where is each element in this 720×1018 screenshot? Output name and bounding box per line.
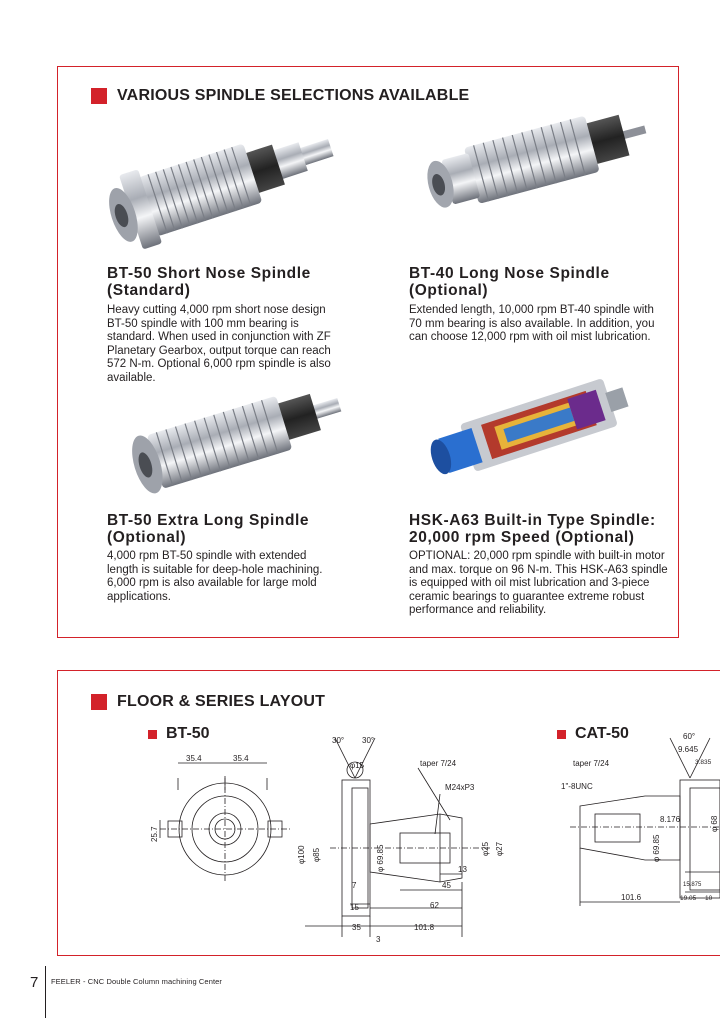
label-m24: M24xP3 <box>445 783 475 792</box>
dim-10: 10 <box>705 895 713 902</box>
hsk-a63-built-in-spindle-image <box>425 368 635 493</box>
spindle-title-bt50-extra-long: BT-50 Extra Long Spindle (Optional) <box>107 512 310 546</box>
dim-15-875: 15.875 <box>683 882 702 888</box>
dim-9-645: 9.645 <box>678 745 699 754</box>
dim-25-7: 25.7 <box>150 826 159 842</box>
spindle-desc-bt50-short: Heavy cutting 4,000 rpm short nose design BT-50 spindle with 100 mm bearing is standard. When used in conjunction with ZF Planetary Gearbox, output torque can reach 572 N-m. Optional 6,000 rpm spindle is also available. <box>107 304 331 384</box>
dim-phi25: φ25 <box>481 841 490 856</box>
section-heading-text: FLOOR & SERIES LAYOUT <box>117 693 326 710</box>
section-heading-text: VARIOUS SPINDLE SELECTIONS AVAILABLE <box>117 87 470 104</box>
dim-101-6: 101.6 <box>621 893 642 902</box>
footer-divider <box>45 966 46 1018</box>
bt50-extra-long-spindle-image <box>122 378 347 503</box>
dim-35-4-left: 35.4 <box>186 754 202 763</box>
page-number: 7 <box>30 974 39 991</box>
section-heading-spindles <box>91 87 469 105</box>
red-square-icon <box>91 88 107 104</box>
dim-35: 35 <box>352 923 361 932</box>
bt50-front-view-drawing <box>150 750 300 890</box>
spindle-title-hsk-a63: HSK-A63 Built-in Type Spindle: 20,000 rpm Speed (Optional) <box>409 512 656 546</box>
bt50-short-nose-spindle-image <box>105 118 340 253</box>
red-square-icon <box>148 730 157 739</box>
dim-15: 15 <box>350 903 359 912</box>
footer-text: FEELER - CNC Double Column machining Center <box>51 977 223 986</box>
dim-phi69-85: φ 69.85 <box>376 844 385 872</box>
red-square-icon <box>91 694 107 710</box>
dim-phi100: φ100 <box>297 845 306 864</box>
bt50-label: BT-50 <box>166 725 210 742</box>
cat50-label: CAT-50 <box>575 725 629 742</box>
dim-101-8: 101.8 <box>414 923 435 932</box>
bt50-side-view-drawing <box>290 732 520 950</box>
dim-7: 7 <box>352 881 357 890</box>
angle-60: 60° <box>683 732 696 741</box>
dim-62: 62 <box>430 901 439 910</box>
dim-35-4-right: 35.4 <box>233 754 249 763</box>
spindle-desc-hsk-a63: OPTIONAL: 20,000 rpm spindle with built-in motor and max. torque on 96 N-m. This HSK-A63 spindle is equipped with oil mist lubrication and 3-piece ceramic bearings to guarantee extreme robust performance and reliability. <box>409 550 668 617</box>
dim-13: 13 <box>458 865 467 874</box>
bt50-subheading <box>148 725 210 743</box>
label-taper: taper 7/24 <box>420 759 457 768</box>
dim-phi27: φ27 <box>495 841 504 856</box>
dim-phi68: φ 68 <box>710 815 719 832</box>
dim-phi15: φ15 <box>350 761 365 770</box>
spindle-title-bt50-short: BT-50 Short Nose Spindle (Standard) <box>107 265 311 299</box>
spindle-desc-bt40-long: Extended length, 10,000 rpm BT-40 spindle with 70 mm bearing is also available. In addition, you can choose 12,000 rpm with oil mist lubrication. <box>409 304 655 344</box>
section-heading-layout <box>91 693 325 711</box>
dim-8-176: 8.176 <box>660 815 681 824</box>
cat50-side-view-drawing <box>555 732 720 910</box>
spindle-title-bt40-long: BT-40 Long Nose Spindle (Optional) <box>409 265 610 299</box>
label-taper-cat: taper 7/24 <box>573 759 610 768</box>
angle-30-right: 30° <box>362 736 375 745</box>
spindle-desc-bt50-extra-long: 4,000 rpm BT-50 spindle with extended length is suitable for deep-hole machining. 6,000 rpm is also available for large mold applications. <box>107 550 323 603</box>
label-unc: 1"-8UNC <box>561 782 593 791</box>
bt40-long-nose-spindle-image <box>420 100 650 225</box>
angle-30-left: 30° <box>332 736 345 745</box>
dim-3: 3 <box>376 935 381 944</box>
dim-45: 45 <box>442 881 451 890</box>
dim-3-835: 3.835 <box>695 759 712 766</box>
dim-phi85: φ85 <box>312 847 321 862</box>
dim-phi69-85-cat: φ 69.85 <box>652 834 661 862</box>
dim-19-05: 19.05 <box>680 895 697 902</box>
